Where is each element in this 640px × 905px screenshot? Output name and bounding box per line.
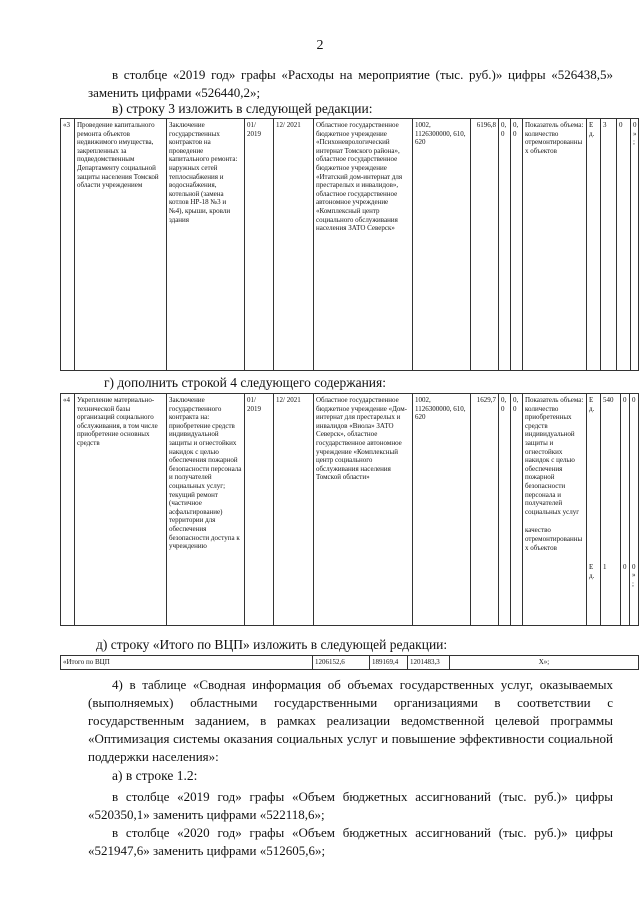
- value-col-1: 0, 0: [499, 119, 511, 371]
- paragraph-4-summary: 4) в таблице «Сводная информация об объемах государственных услуг, оказываемых (выполняемых) областными государственными организациями в соответствии с государственным заданием, в рамках реализации ведомственной целевой программы «Оптимизация системы оказания социальных услуг и повышение эффективности социальной поддержки населения»:: [88, 677, 613, 764]
- total-tail: Х»;: [450, 656, 639, 670]
- table-total: [60, 655, 639, 670]
- indicator-value-3b: 0» ;: [632, 562, 636, 588]
- activity-contract: Заключение государственных контрактов на проведение капитального ремонта: наружных сетей теплоснабжения и водоснабжения, котельной (замена котлов НР-18 №3 и №4), крыши, кровли здания: [167, 119, 245, 371]
- total-value-1: 1206152,6: [313, 656, 370, 670]
- activity-contract: Заключение государственного контракта на: приобретение средств индивидуальной защиты и огнестойких накидок с целью обеспечения пожарной безопасности персонала и получателей социальных услуг; текущий ремонт (частичное асфальтирование) территории для обеспечения безопасности доступа к учреждению: [167, 394, 245, 626]
- executor: Областное государственное бюджетное учреждение «Дом-интернат для престарелых и инвалидов «Виола» ЗАТО Северск», областное государственное автономное учреждение «Комплексный центр социального обслуживания населения Томской области»: [314, 394, 413, 626]
- page-number: 2: [316, 38, 324, 53]
- indicator-value-2b: 0: [623, 562, 627, 571]
- indicator-quality: качество отремонтированных объектов: [525, 526, 583, 552]
- sum-value: 1629,7: [471, 394, 499, 626]
- row-number: «3: [61, 119, 75, 371]
- end-date: 12/ 2021: [274, 394, 314, 626]
- budget-code: 1002, 1126300000, 610, 620: [413, 394, 471, 626]
- total-label: «Итого по ВЦП: [61, 656, 313, 670]
- row-number: «4: [61, 394, 75, 626]
- unit: [587, 394, 601, 626]
- indicator-volume: Показатель объема: количество приобретенных средств индивидуальной защиты и огнестойких накидок с целью обеспечения пожарной безопасности персонала и получателей социальных услуг: [525, 396, 584, 516]
- paragraph-2020-budget: в столбце «2020 год» графы «Объем бюджетных ассигнований (тыс. руб.)» цифры «521947,6» заменить цифрами «512605,6»;: [88, 825, 613, 858]
- indicator-value-1a: 540: [603, 396, 614, 404]
- indicator-value-3a: 0: [632, 396, 636, 404]
- start-date: 01/ 2019: [245, 394, 274, 626]
- indicator-value-1: 3: [601, 119, 617, 371]
- table-row3: [60, 118, 639, 371]
- indicator: Показатель объема: количество отремонтированных объектов: [523, 119, 587, 371]
- heading-total-row: д) строку «Итого по ВЦП» изложить в следующей редакции:: [96, 637, 448, 652]
- heading-row-1-2: а) в строке 1.2:: [112, 768, 198, 783]
- table-row: [61, 119, 639, 371]
- heading-row3: в) строку 3 изложить в следующей редакции:: [112, 101, 373, 116]
- sum-value: 6196,8: [471, 119, 499, 371]
- total-value-3: 1201483,3: [408, 656, 450, 670]
- paragraph-2019-expenses: в столбце «2019 год» графы «Расходы на мероприятие (тыс. руб.)» цифры «526438,5» заменить цифрами «526440,2»;: [88, 67, 613, 100]
- indicator-value-3: 0» ;: [631, 119, 639, 371]
- indicator-value-2: 0: [617, 119, 631, 371]
- unit: Е д.: [587, 119, 601, 371]
- table-row: [61, 394, 639, 626]
- activity-name: Проведение капитального ремонта объектов недвижимого имущества, закрепленных за подведомственным Департаменту социальной защиты населения Томской области учреждением: [75, 119, 167, 371]
- indicator-value-2a: 0: [623, 396, 627, 404]
- paragraph-2019-budget: в столбце «2019 год» графы «Объем бюджетных ассигнований (тыс. руб.)» цифры «520350,1» заменить цифрами «522118,6»;: [88, 789, 613, 822]
- unit-volume: Е д.: [589, 396, 595, 413]
- total-value-2: 189169,4: [370, 656, 408, 670]
- end-date: 12/ 2021: [274, 119, 314, 371]
- indicator-value-1b: 1: [603, 562, 607, 571]
- table-row4: [60, 393, 639, 626]
- table-row: [61, 656, 639, 670]
- value-col-2: 0, 0: [511, 394, 523, 626]
- executor: Областное государственное бюджетное учреждение «Психоневрологический интернат Томского района», областное государственное бюджетное учреждение «Итатский дом-интернат для престарелых и инвалидов», областное государственное автономное учреждение «Комплексный центр социального обслуживания населения ЗАТО Северск»: [314, 119, 413, 371]
- start-date: 01/ 2019: [245, 119, 274, 371]
- indicator: [523, 394, 587, 626]
- indicator-value-3: [630, 394, 639, 626]
- value-col-2: 0, 0: [511, 119, 523, 371]
- heading-row4: г) дополнить строкой 4 следующего содержания:: [104, 375, 386, 390]
- value-col-1: 0, 0: [499, 394, 511, 626]
- indicator-value-1: [601, 394, 621, 626]
- budget-code: 1002, 1126300000, 610, 620: [413, 119, 471, 371]
- activity-name: Укрепление материально-технической базы организаций социального обслуживания, в том числе приобретение основных средств: [75, 394, 167, 626]
- indicator-value-2: [621, 394, 630, 626]
- unit-quality: Е д.: [589, 563, 595, 580]
